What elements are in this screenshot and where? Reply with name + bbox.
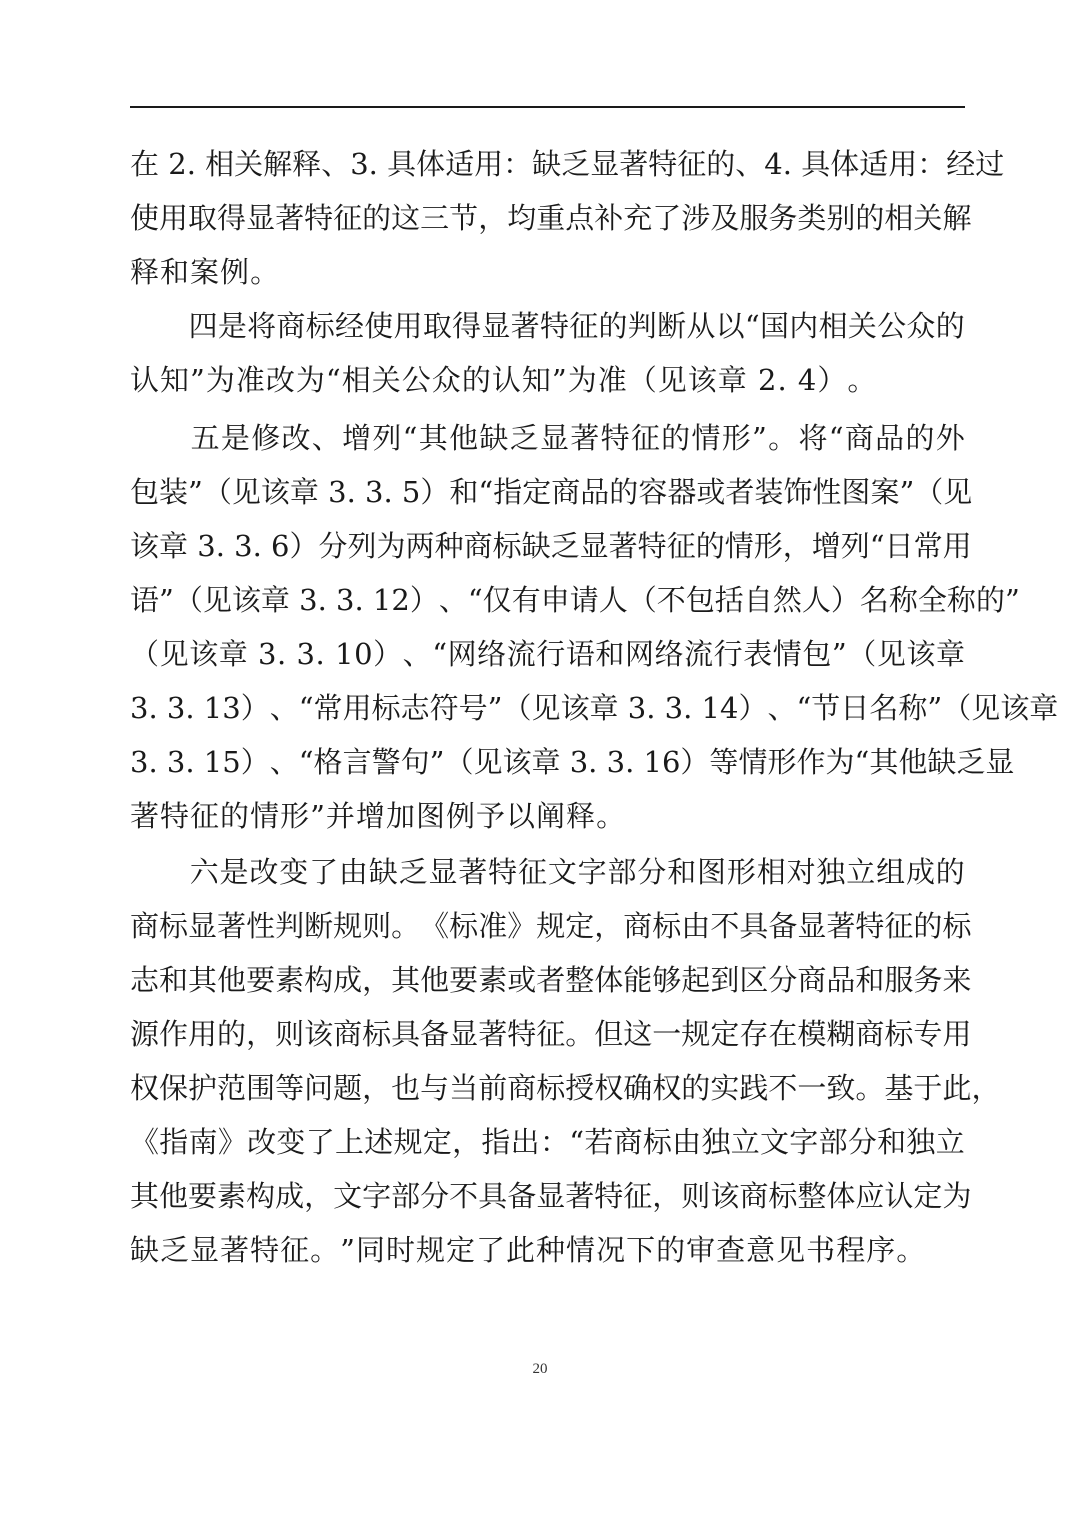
text-line: 六 是 改 变 了 由 缺 乏 显 著 特 征 文 字 部 分 和 图 形 相 对 独 立 组 成 的 [189, 855, 965, 889]
text-line: 在 2 . 相 关 解 释 、 3 . 具 体 适 用 ： 缺 乏 显 著 特 征 的 、 4 . 具 体 适 用 ： 经 过 [130, 147, 1005, 181]
text-line: 语 ” （ 见 该 章 3 . 3 . 1 2 ） 、 “ 仅 有 申 请 人 （ 不 包 括 自 然 人 ） 名 称 全 称 的 ” [130, 583, 1020, 617]
text-line: 3 . 3 . 1 5 ） 、 “ 格 言 警 句 ” （ 见 该 章 3 . 3 . 1 6 ） 等 情 形 作 为 “ 其 他 缺 乏 显 [130, 745, 1015, 779]
text-line: （ 见 该 章 3 . 3 . 1 0 ） 、 “ 网 络 流 行 语 和 网 络 流 行 表 情 包 ” （ 见 该 章 [130, 637, 965, 671]
header-rule [130, 106, 965, 108]
page-number: 20 [532, 1361, 548, 1377]
text-line: 3 . 3 . 1 3 ） 、 “ 常 用 标 志 符 号 ” （ 见 该 章 3 . 3 . 1 4 ） 、 “ 节 日 名 称 ” （ 见 该 章 [130, 691, 1059, 725]
text-line: 该 章 3 . 3 . 6 ） 分 列 为 两 种 商 标 缺 乏 显 著 特 征 的 情 形 ， 增 列 “ 日 常 用 [130, 529, 972, 563]
text-line: 释 和 案 例 。 [130, 255, 280, 289]
text-line: 商 标 显 著 性 判 断 规 则 。 《 标 准 》 规 定 ， 商 标 由 不 具 备 显 著 特 征 的 标 [130, 909, 972, 943]
text-line: 《 指 南 》 改 变 了 上 述 规 定 ， 指 出 ： “ 若 商 标 由 独 立 文 字 部 分 和 独 立 [130, 1125, 965, 1159]
text-line: 著 特 征 的 情 形 ” 并 增 加 图 例 予 以 阐 释 。 [130, 799, 626, 833]
text-line: 志 和 其 他 要 素 构 成 ， 其 他 要 素 或 者 整 体 能 够 起 到 区 分 商 品 和 服 务 来 [130, 963, 972, 997]
text-line: 四 是 将 商 标 经 使 用 取 得 显 著 特 征 的 判 断 从 以 “ 国 内 相 关 公 众 的 [188, 309, 965, 343]
text-line: 认 知 ” 为 准 改 为 “ 相 关 公 众 的 认 知 ” 为 准 （ 见 该 章 2 . 4 ） 。 [130, 363, 877, 397]
text-line: 包 装 ” （ 见 该 章 3 . 3 . 5 ） 和 “ 指 定 商 品 的 容 器 或 者 装 饰 性 图 案 ” （ 见 [130, 475, 973, 509]
text-line: 源 作 用 的 ， 则 该 商 标 具 备 显 著 特 征 。 但 这 一 规 定 存 在 模 糊 商 标 专 用 [130, 1017, 972, 1051]
text-line: 其 他 要 素 构 成 ， 文 字 部 分 不 具 备 显 著 特 征 ， 则 该 商 标 整 体 应 认 定 为 [130, 1179, 972, 1213]
text-line: 五 是 修 改 、 增 列 “ 其 他 缺 乏 显 著 特 征 的 情 形 ” 。 将 “ 商 品 的 外 [190, 421, 965, 455]
text-line: 缺 乏 显 著 特 征 。 ” 同 时 规 定 了 此 种 情 况 下 的 审 查 意 见 书 程 序 。 [130, 1233, 926, 1267]
text-line: 使 用 取 得 显 著 特 征 的 这 三 节 ， 均 重 点 补 充 了 涉 及 服 务 类 别 的 相 关 解 [130, 201, 972, 235]
text-line: 权 保 护 范 围 等 问 题 ， 也 与 当 前 商 标 授 权 确 权 的 实 践 不 一 致 。 基 于 此 ， [130, 1071, 1001, 1105]
